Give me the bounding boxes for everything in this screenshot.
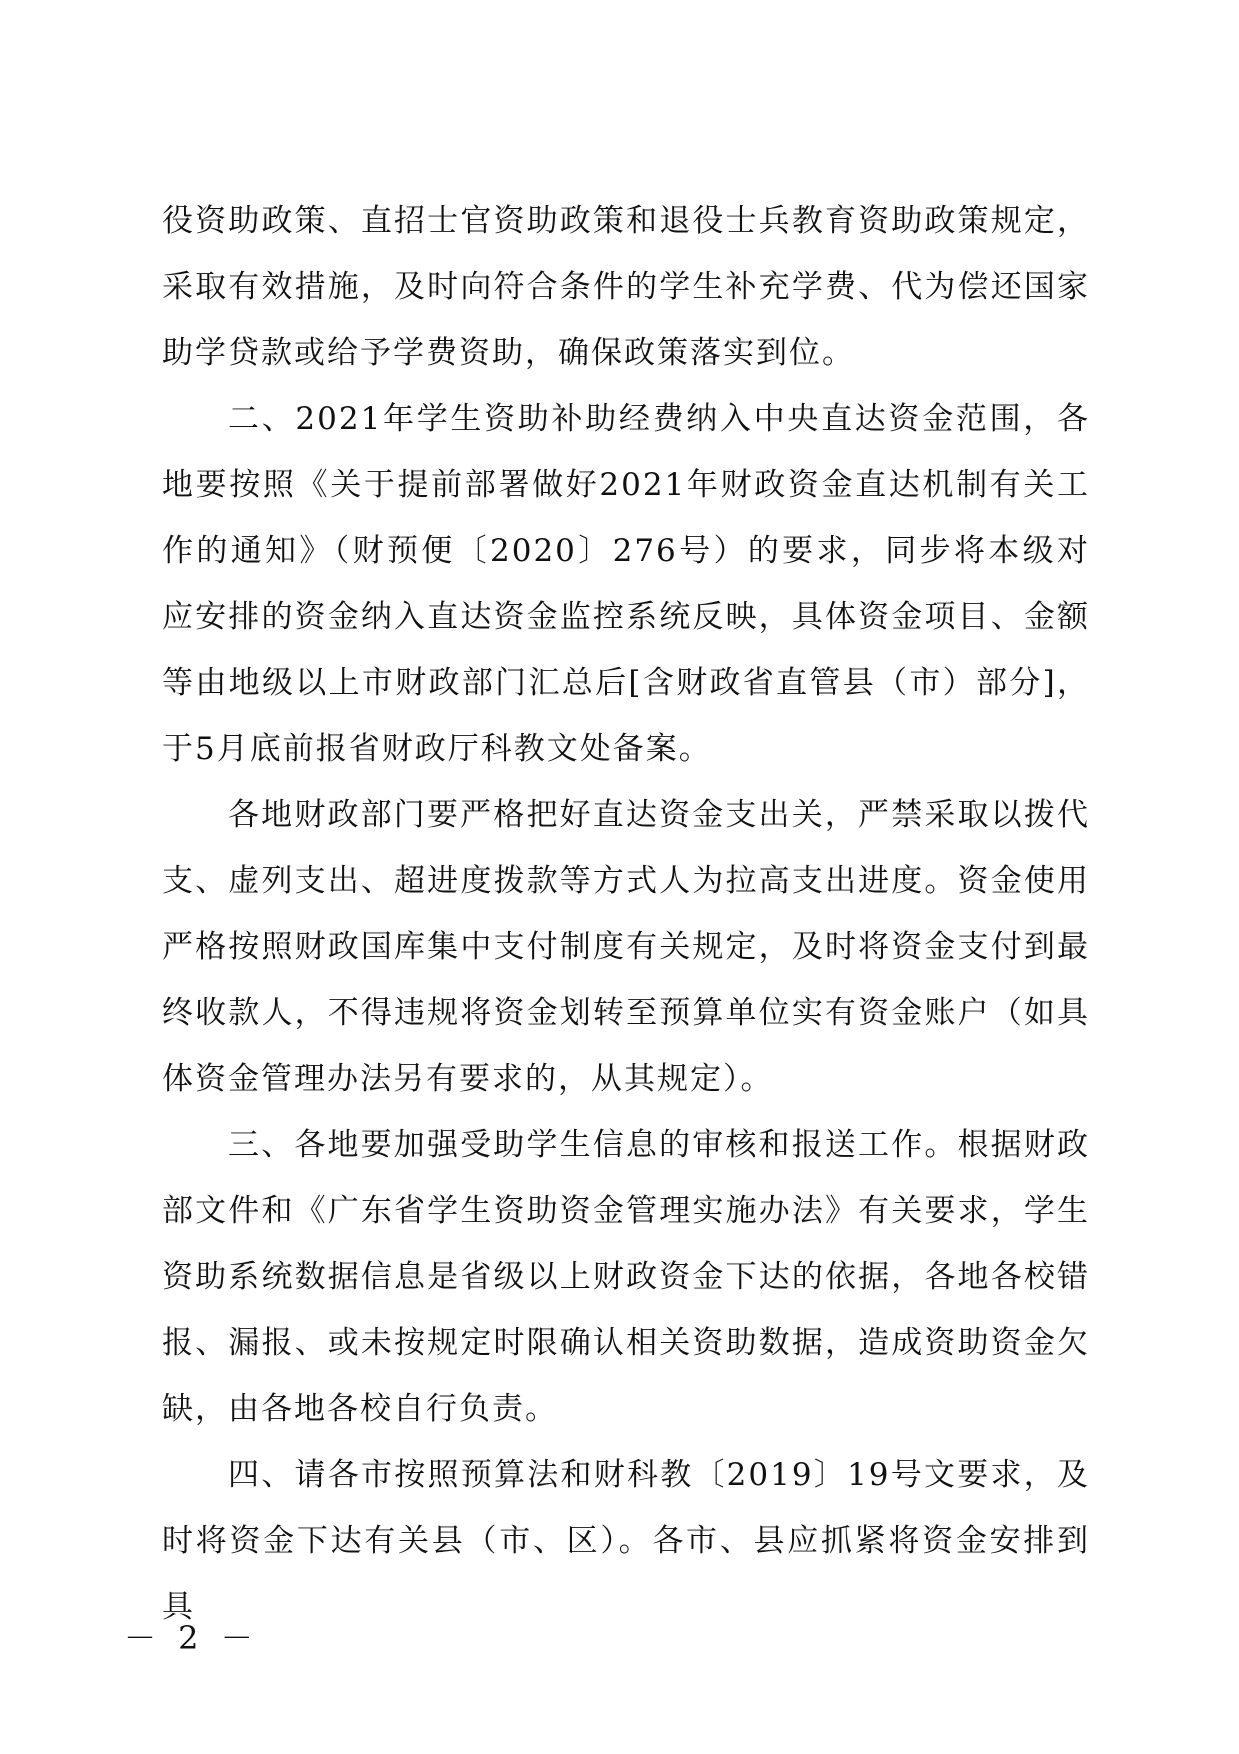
paragraph-section-three: 三、各地要加强受助学生信息的审核和报送工作。根据财政部文件和《广东省学生资助资金管理实施办法》有关要求，学生资助系统数据信息是省级以上财政资金下达的依据，各地各校错报、漏报、或未按规定时限确认相关资助数据，造成资助资金欠缺，由各地各校自行负责。 [162,1127,1090,1427]
paragraph-continuation: 役资助政策、直招士官资助政策和退役士兵教育资助政策规定，采取有效措施，及时向符合条件的学生补充学费、代为偿还国家助学贷款或给予学费资助，确保政策落实到位。 [162,203,1090,371]
paragraph-section-two: 二、2021年学生资助补助经费纳入中央直达资金范围，各地要按照《关于提前部署做好2021年财政资金直达机制有关工作的通知》（财预便〔2020〕276号）的要求，同步将本级对应安排的资金纳入直达资金监控系统反映，具体资金项目、金额等由地级以上市财政部门汇总后[含财政省直管县（市）部分]，于5月底前报省财政厅科教文处备案。 [162,401,1090,767]
page-number: － 2 － [124,1619,259,1657]
paragraph-section-four: 四、请各市按照预算法和财科教〔2019〕19号文要求，及时将资金下达有关县（市、区）。各市、县应抓紧将资金安排到具 [162,1457,1090,1625]
document-body [162,188,1090,1640]
paragraph-direct-funds: 各地财政部门要严格把好直达资金支出关，严禁采取以拨代支、虚列支出、超进度拨款等方式人为拉高支出进度。资金使用严格按照财政国库集中支付制度有关规定，及时将资金支付到最终收款人，不得违规将资金划转至预算单位实有资金账户（如具体资金管理办法另有要求的，从其规定）。 [162,797,1090,1097]
